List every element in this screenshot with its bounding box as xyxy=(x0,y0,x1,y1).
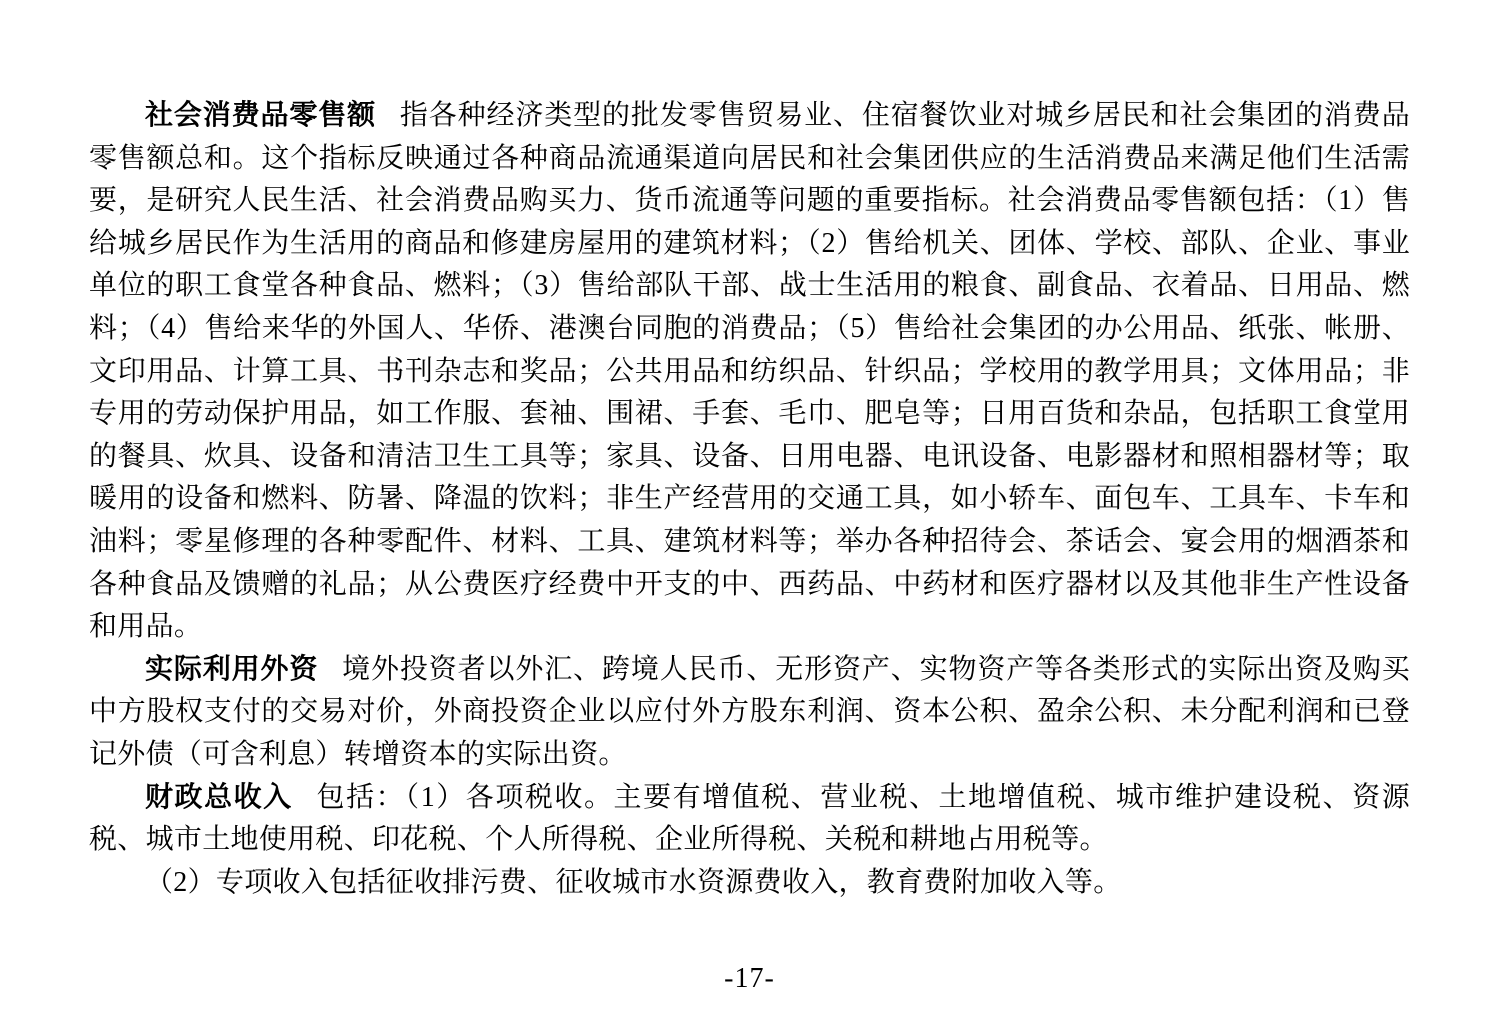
page-number: -17- xyxy=(724,963,775,995)
definition-paragraph-special-income xyxy=(89,862,1410,905)
term-definition-special-income: （2）专项收入包括征收排污费、征收城市水资源费收入，教育费附加收入等。 xyxy=(145,866,1122,898)
definition-paragraph-fiscal-revenue xyxy=(89,777,1410,862)
definition-paragraph-retail-sales xyxy=(89,95,1410,649)
term-label-fiscal-revenue: 财政总收入 xyxy=(145,781,293,813)
term-label-foreign-investment: 实际利用外资 xyxy=(145,653,319,685)
term-label-retail-sales: 社会消费品零售额 xyxy=(145,100,377,131)
definition-paragraph-foreign-investment xyxy=(89,649,1410,777)
term-definition-retail-sales: 指各种经济类型的批发零售贸易业、住宿餐饮业对城乡居民和社会集团的消费品零售额总和。这个指标反映通过各种商品流通渠道向居民和社会集团供应的生活消费品来满足他们生活需要，是研究人民生活、社会消费品购买力、货币流通等问题的重要指标。社会消费品零售额包括：（1）售给城乡居民作为生活用的商品和修建房屋用的建筑材料；（2）售给机关、团体、学校、部队、企业、事业单位的职工食堂各种食品、燃料；（3）售给部队干部、战士生活用的粮食、副食品、衣着品、日用品、燃料；（4）售给来华的外国人、华侨、港澳台同胞的消费品；（5）售给社会集团的办公用品、纸张、帐册、文印用品、计算工具、书刊杂志和奖品；公共用品和纺织品、针织品；学校用的教学用具；文体用品；非专用的劳动保护用品，如工作服、套袖、围裙、手套、毛巾、肥皂等；日用百货和杂品，包括职工食堂用的餐具、炊具、设备和清洁卫生工具等；家具、设备、日用电器、电讯设备、电影器材和照相器材等；取暖用的设备和燃料、防暑、降温的饮料；非生产经营用的交通工具，如小轿车、面包车、工具车、卡车和油料；零星修理的各种零配件、材料、工具、建筑材料等；举办各种招待会、茶话会、宴会用的烟酒茶和各种食品及馈赠的礼品；从公费医疗经费中开支的中、西药品、中药材和医疗器材以及其他非生产性设备和用品。 xyxy=(89,100,1410,643)
document-body xyxy=(89,95,1410,904)
term-definition-fiscal-revenue: 包括：（1）各项税收。主要有增值税、营业税、土地增值税、城市维护建设税、资源税、城市土地使用税、印花税、个人所得税、企业所得税、关税和耕地占用税等。 xyxy=(89,781,1410,856)
term-definition-foreign-investment: 境外投资者以外汇、跨境人民币、无形资产、实物资产等各类形式的实际出资及购买中方股权支付的交易对价，外商投资企业以应付外方股东利润、资本公积、盈余公积、未分配利润和已登记外债（可含利息）转增资本的实际出资。 xyxy=(89,653,1410,770)
